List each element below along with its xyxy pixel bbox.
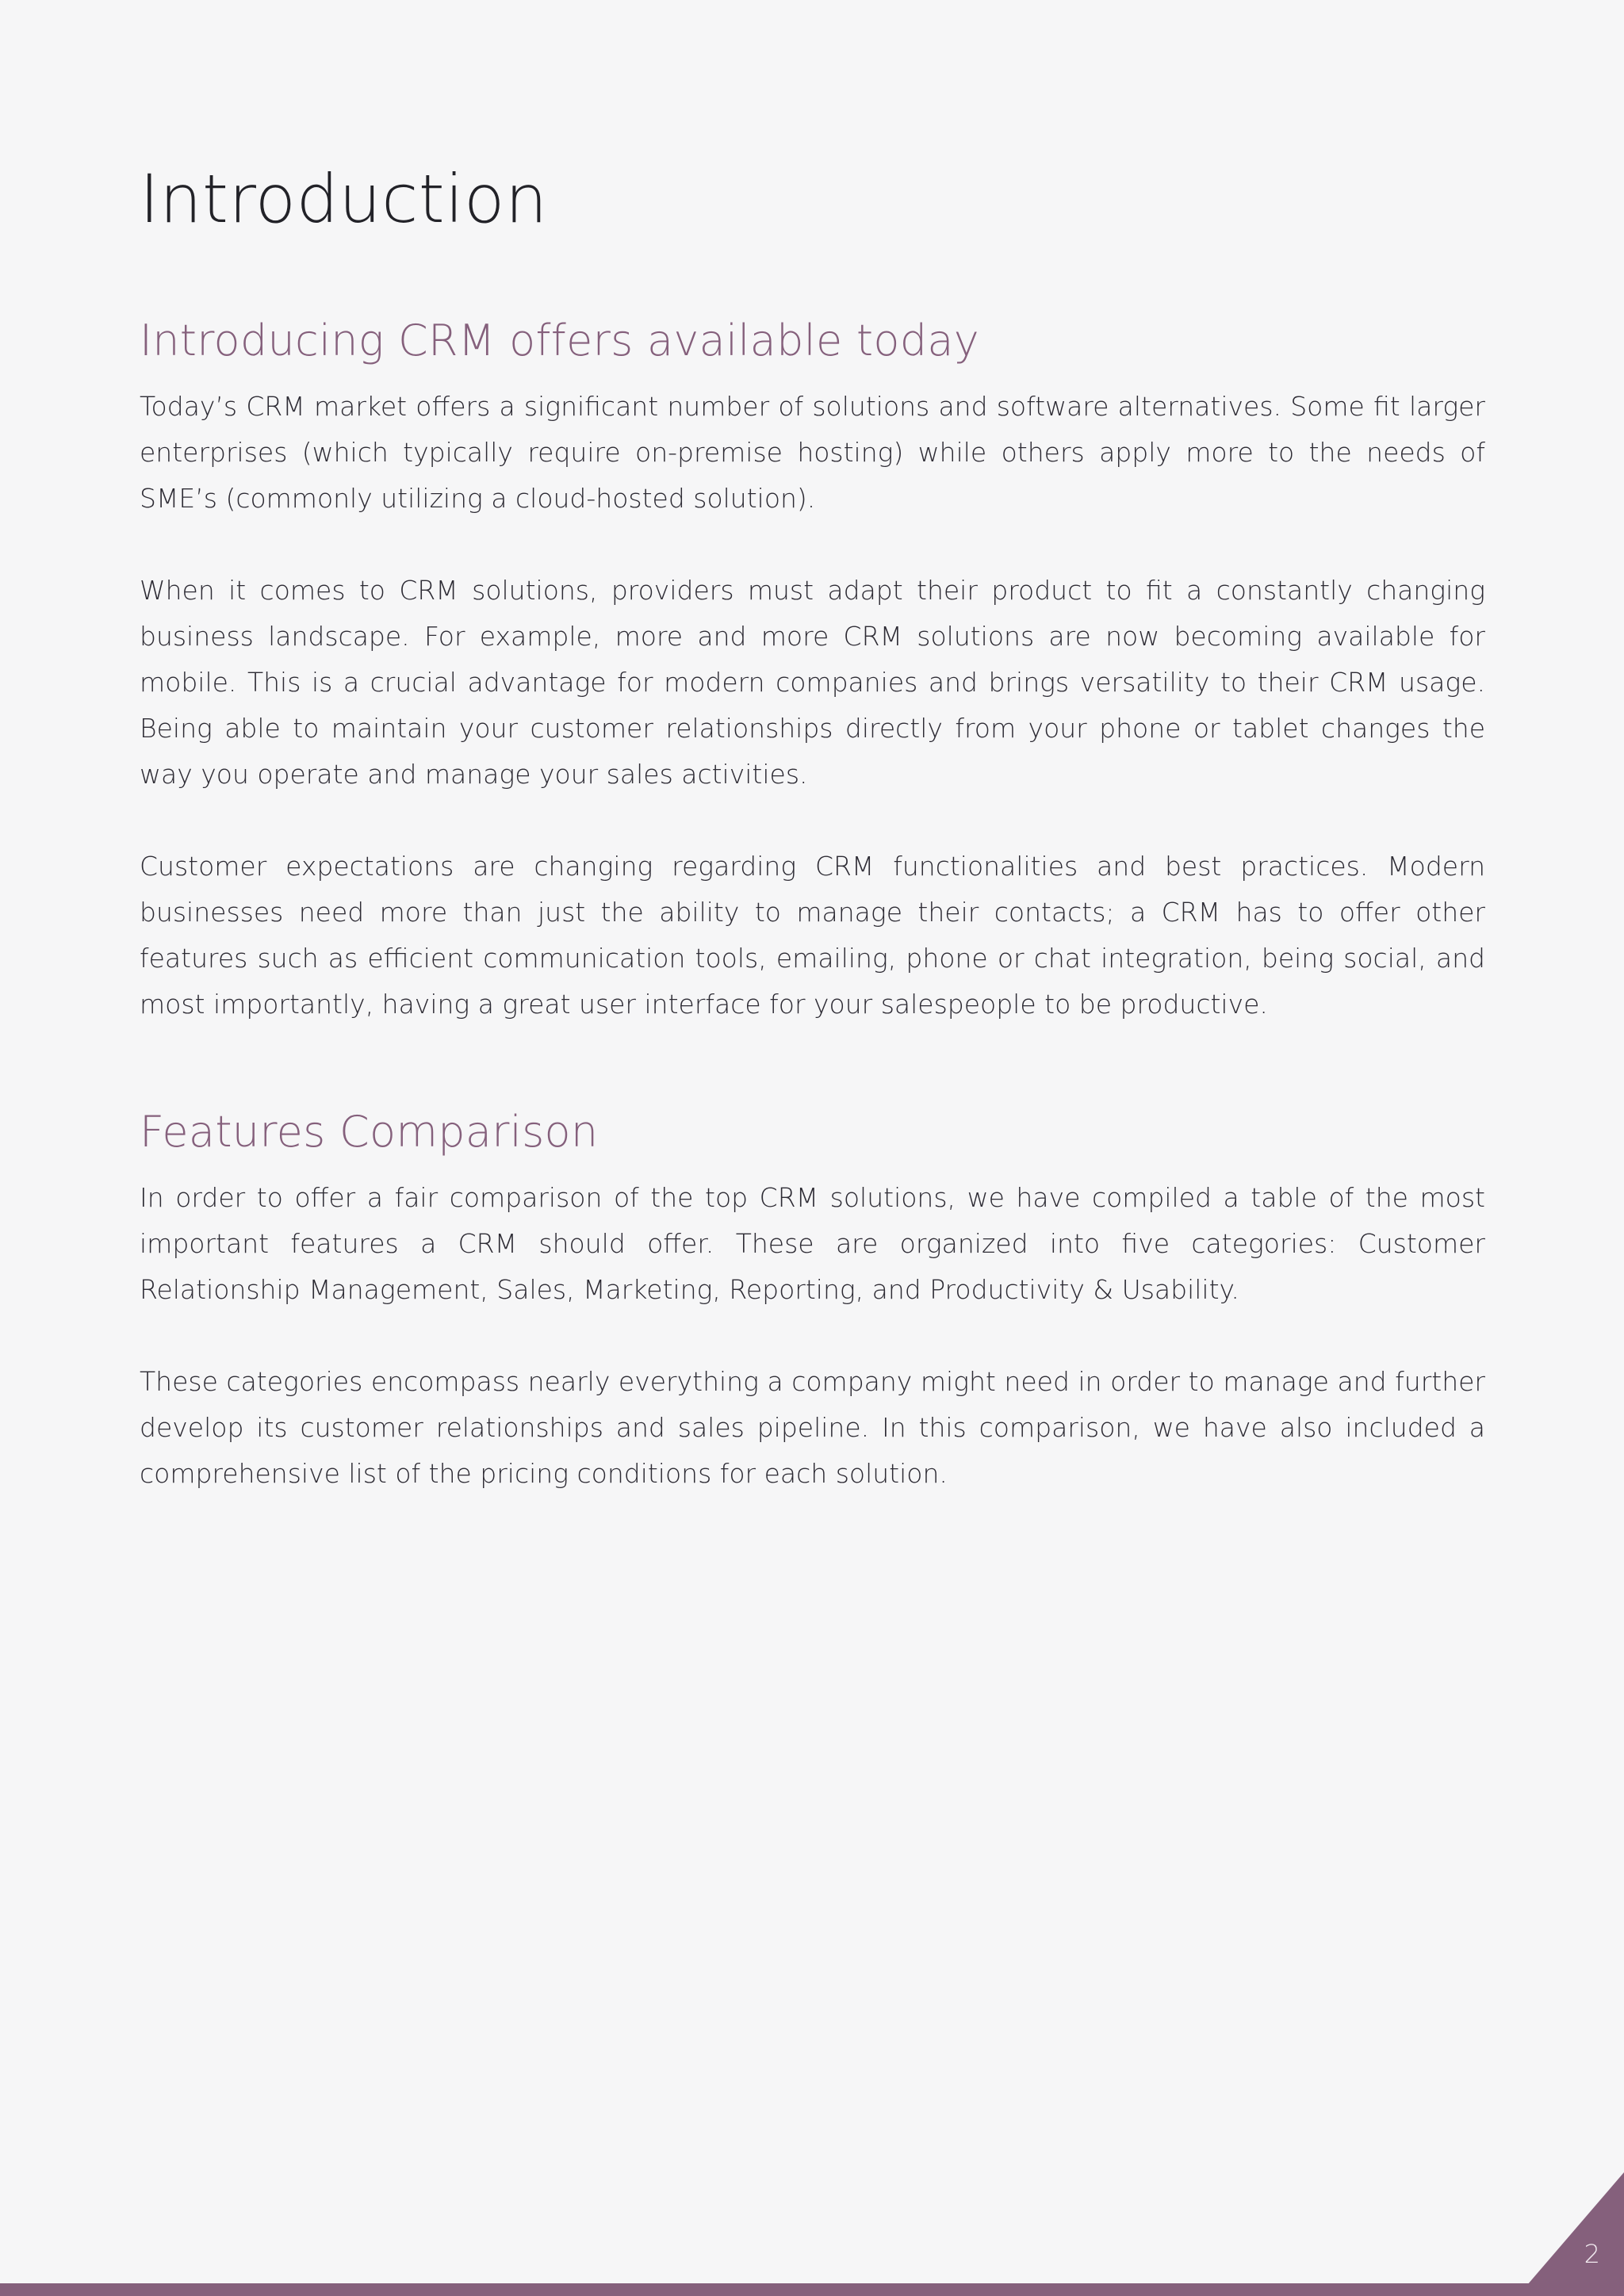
section-heading-features-comparison: Features Comparison: [140, 1107, 599, 1157]
section-heading-crm-offers: Introducing CRM offers available today: [140, 316, 979, 365]
paragraph: Customer expectations are changing regarding CRM functionalities and best practices. Modern businesses need more than just the ability to manage their contacts; a CRM has to offer other features such as efficient communication tools, emailing, phone or chat integration, being social, and most importantly, having a great user interface for your salespeople to be productive.: [140, 851, 1485, 1020]
paragraph: These categories encompass nearly everything a company might need in order to manage and further develop its customer relationships and sales pipeline. In this comparison, we have also included a comprehensive list of the pricing conditions for each solution.: [140, 1366, 1485, 1489]
page-content: [140, 155, 1485, 1497]
page-number: 2: [1584, 2239, 1600, 2269]
page-title: Introduction: [140, 160, 548, 238]
paragraph: Today’s CRM market offers a significant number of solutions and software alternatives. Some fit larger enterprises (which typically require on-premise hosting) while others apply more to the needs of SME’s (commonly utilizing a cloud-hosted solution).: [140, 391, 1485, 514]
paragraph: In order to offer a fair comparison of the top CRM solutions, we have compiled a table of the most important features a CRM should offer. These are organized into five categories: Customer Relationship Management, Sales, Marketing, Reporting, and Productivity & Usability.: [140, 1182, 1485, 1305]
footer-bar: [0, 2283, 1624, 2296]
paragraph: When it comes to CRM solutions, providers must adapt their product to fit a constantly changing business landscape. For example, more and more CRM solutions are now becoming available for mobile. This is a crucial advantage for modern companies and brings versatility to their CRM usage. Being able to maintain your customer relationships directly from your phone or tablet changes the way you operate and manage your sales activities.: [140, 575, 1485, 790]
corner-triangle-shape: [1518, 2172, 1624, 2296]
